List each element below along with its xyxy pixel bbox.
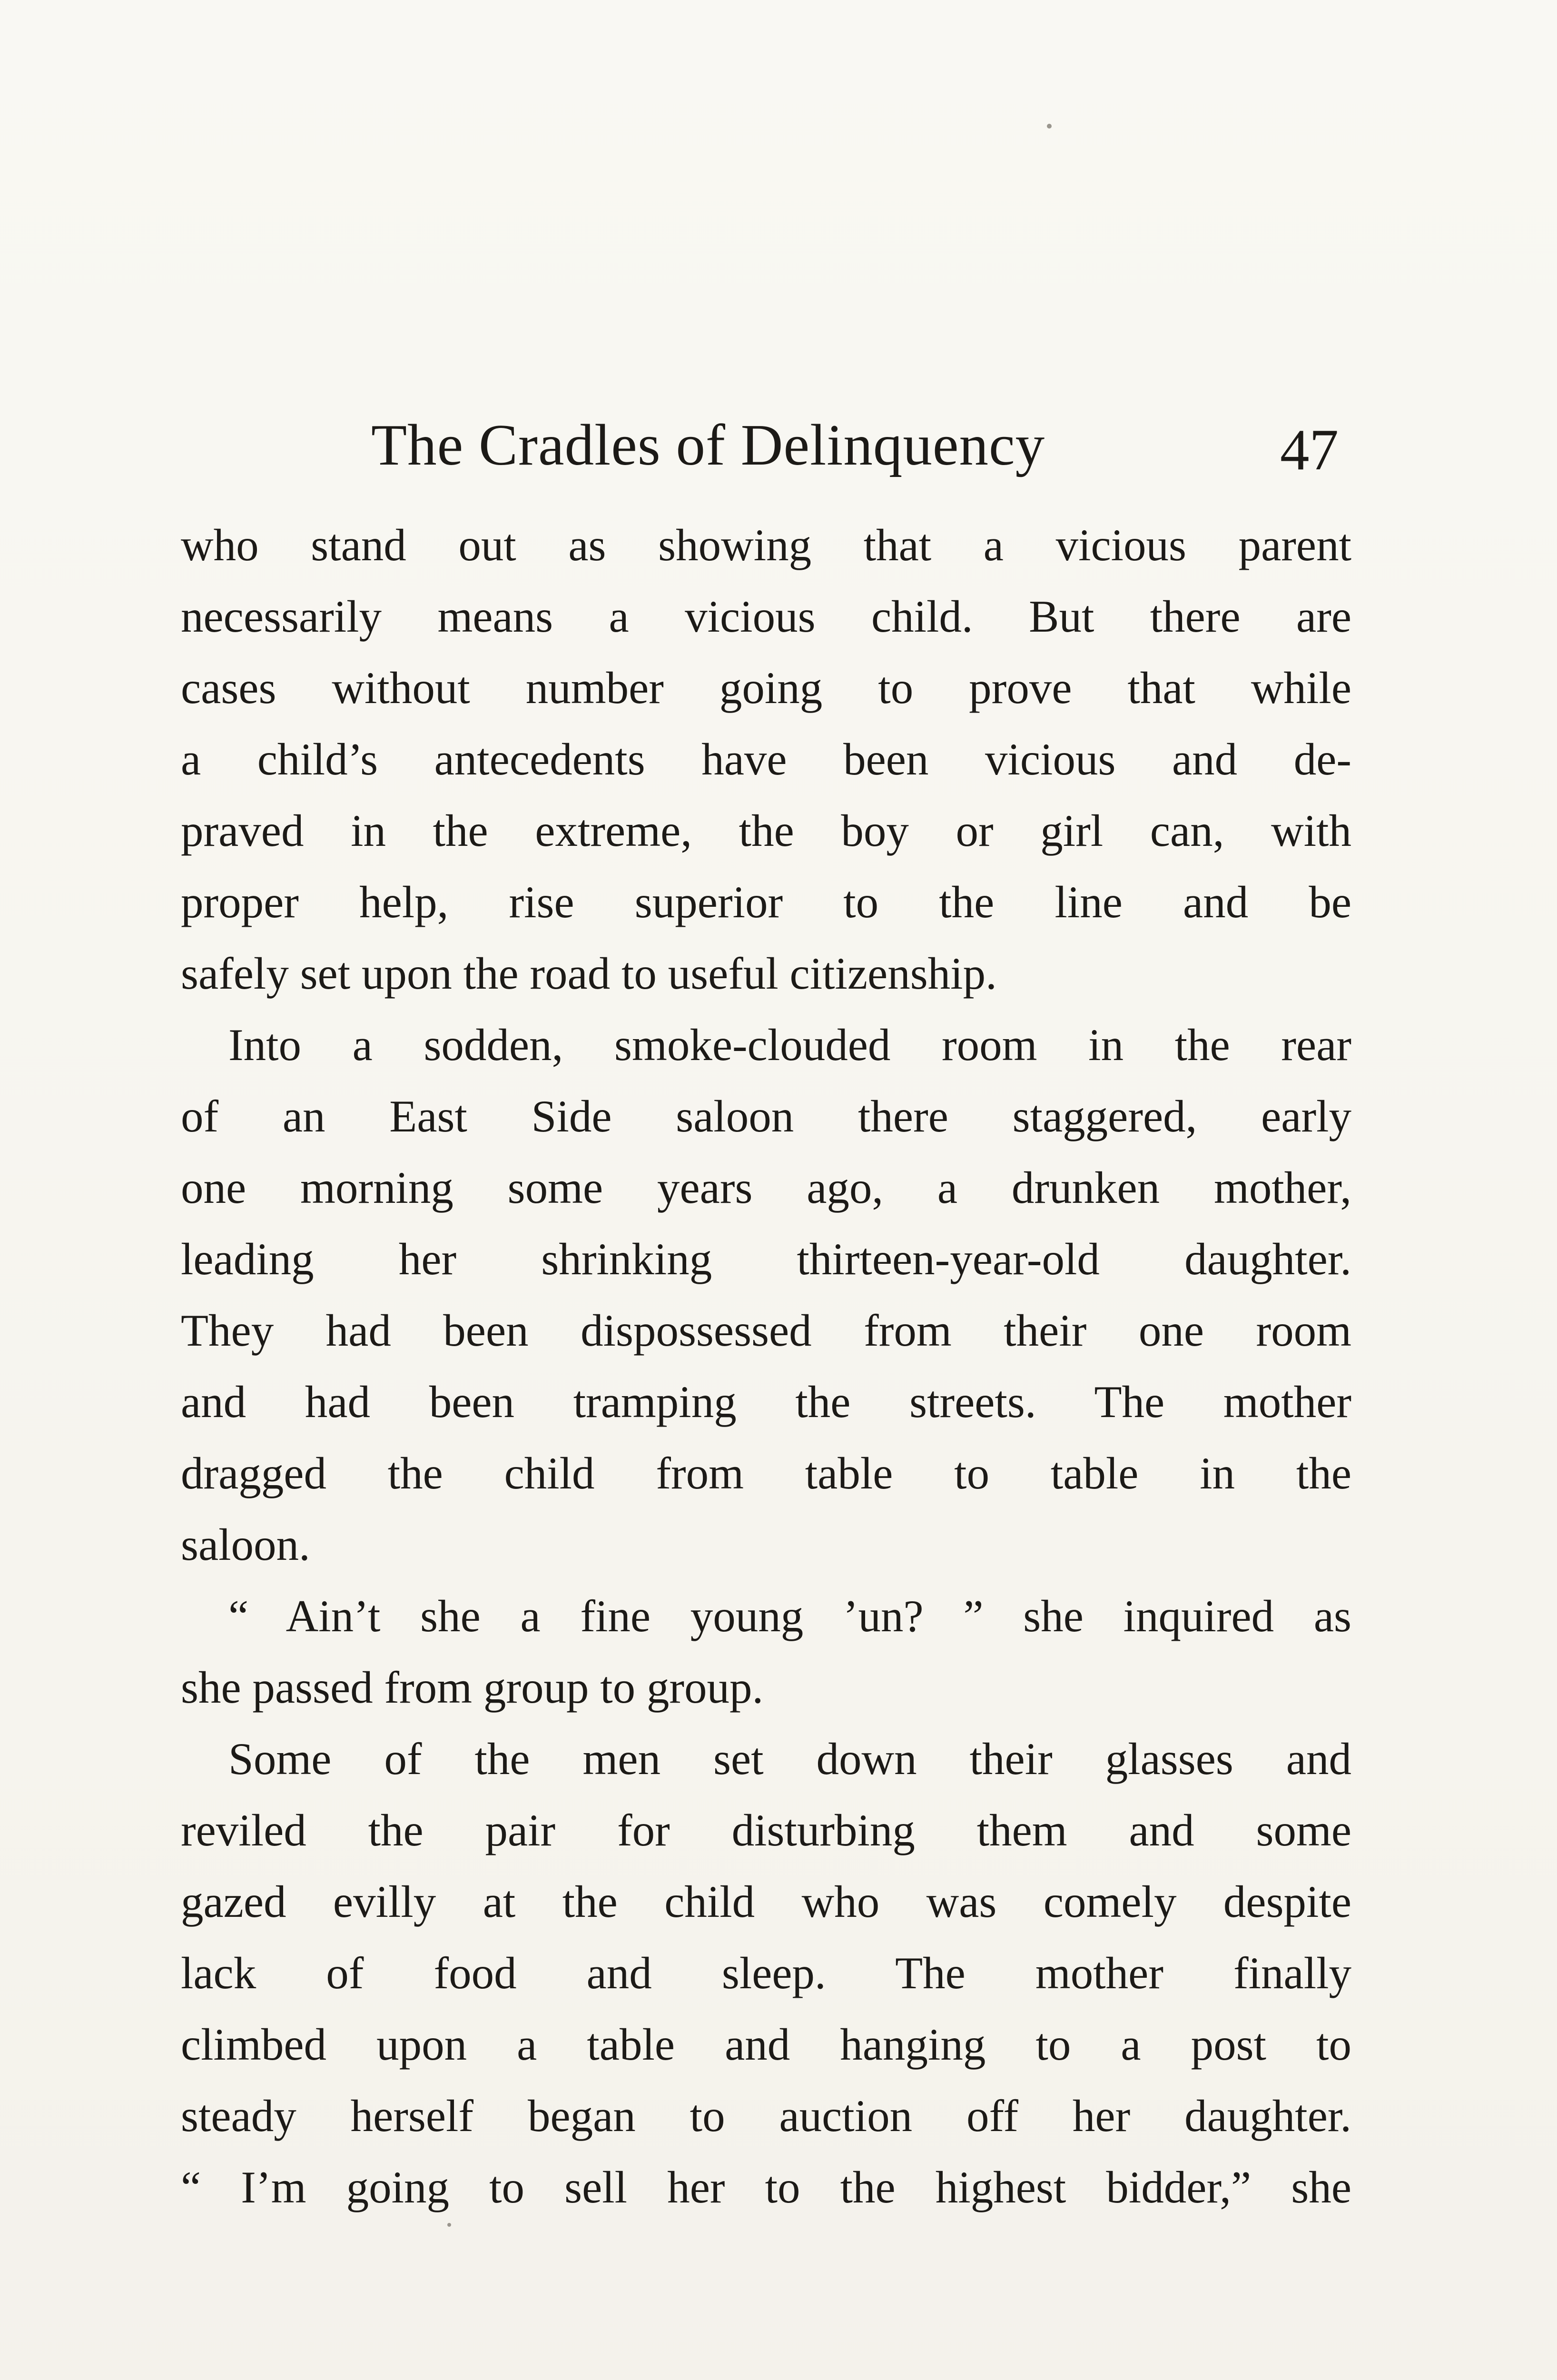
text-line: Into a sodden, smoke-clouded room in the rear: [228, 1020, 1351, 1070]
text-line: They had been dispossessed from their one room: [181, 1305, 1351, 1356]
text-line: proper help, rise superior to the line and be: [181, 877, 1351, 927]
paper-speck: [1047, 124, 1052, 129]
page-header: [0, 405, 1557, 486]
text-line: reviled the pair for disturbing them and some: [181, 1805, 1351, 1855]
body-text: [181, 509, 1351, 2223]
text-line: of an East Side saloon there staggered, early: [181, 1091, 1351, 1141]
text-line: safely set upon the road to useful citizenship.: [181, 948, 997, 999]
text-line: “ Ain’t she a fine young ’un? ” she inquired as: [228, 1591, 1351, 1641]
page-number: 47: [1280, 417, 1339, 482]
text-line: cases without number going to prove that while: [181, 663, 1351, 713]
text-line: steady herself began to auction off her daughter.: [181, 2091, 1351, 2141]
text-line: leading her shrinking thirteen-year-old daughter.: [181, 1234, 1351, 1284]
paper-speck: [447, 2223, 451, 2227]
text-line: gazed evilly at the child who was comely despite: [181, 1876, 1351, 1927]
text-line: a child’s antecedents have been vicious and de-: [181, 734, 1351, 784]
text-line: necessarily means a vicious child. But there are: [181, 591, 1351, 642]
text-line: who stand out as showing that a vicious parent: [181, 520, 1351, 570]
text-line: and had been tramping the streets. The mother: [181, 1377, 1351, 1427]
text-line: saloon.: [181, 1519, 310, 1570]
running-title: The Cradles of Delinquency: [371, 412, 1045, 477]
text-line: lack of food and sleep. The mother finally: [181, 1948, 1351, 1998]
text-line: praved in the extreme, the boy or girl can, with: [181, 805, 1351, 856]
text-line: climbed upon a table and hanging to a post to: [181, 2019, 1351, 2070]
text-line: one morning some years ago, a drunken mother,: [181, 1162, 1351, 1213]
text-line: she passed from group to group.: [181, 1662, 764, 1713]
text-line: “ I’m going to sell her to the highest bidder,” she: [181, 2162, 1351, 2212]
text-line: dragged the child from table to table in the: [181, 1448, 1351, 1498]
text-line: Some of the men set down their glasses and: [228, 1734, 1351, 1784]
